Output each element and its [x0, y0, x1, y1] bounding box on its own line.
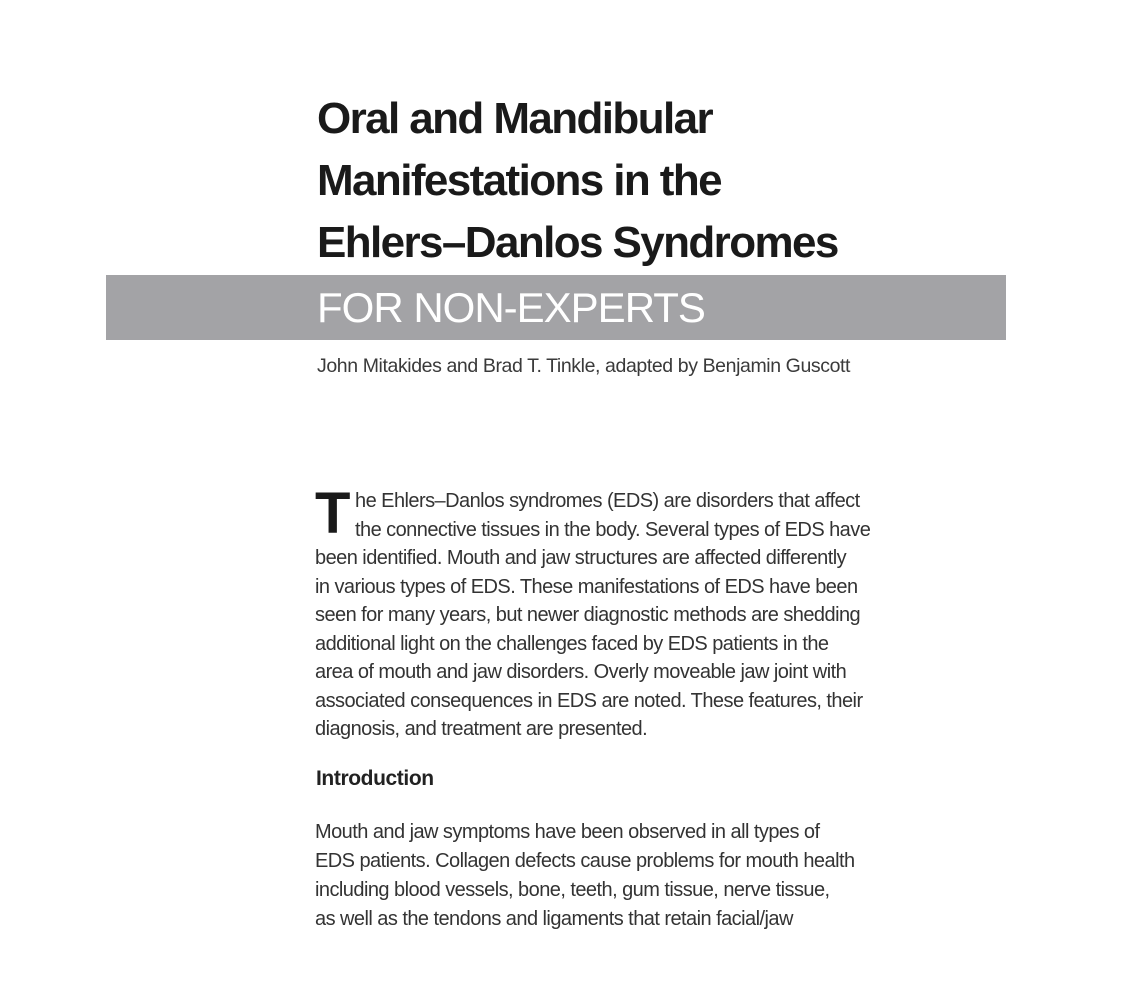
drop-cap: T — [315, 481, 350, 546]
abstract-line: he Ehlers–Danlos syndromes (EDS) are disorders that affect — [355, 490, 860, 512]
intro-line: Mouth and jaw symptoms have been observed in all types of — [315, 821, 820, 843]
introduction-heading: Introduction — [316, 767, 434, 790]
abstract-line: area of mouth and jaw disorders. Overly moveable jaw joint with — [315, 661, 847, 683]
title-line-3: Ehlers–Danlos Syndromes — [317, 218, 838, 267]
intro-line: as well as the tendons and ligaments that retain facial/jaw — [315, 908, 793, 930]
abstract-line: the connective tissues in the body. Several types of EDS have — [355, 518, 871, 541]
article-title — [317, 88, 957, 274]
abstract-line: seen for many years, but newer diagnostic methods are shedding — [315, 604, 861, 626]
abstract-paragraph — [315, 481, 1005, 744]
author-byline: John Mitakides and Brad T. Tinkle, adapted by Benjamin Guscott — [317, 355, 851, 377]
abstract-line: diagnosis, and treatment are presented. — [315, 718, 648, 740]
category-band — [106, 275, 1006, 340]
introduction-paragraph — [315, 818, 1005, 934]
intro-line: including blood vessels, bone, teeth, gum tissue, nerve tissue, — [315, 879, 830, 901]
intro-line: EDS patients. Collagen defects cause problems for mouth health — [315, 850, 855, 872]
abstract-line: additional light on the challenges faced by EDS patients in the — [315, 632, 829, 655]
category-label: FOR NON-EXPERTS — [317, 284, 705, 331]
abstract-line: been identified. Mouth and jaw structures are affected differently — [315, 547, 847, 569]
title-line-1: Oral and Mandibular — [317, 94, 712, 143]
title-line-2: Manifestations in the — [317, 156, 721, 205]
abstract-line: in various types of EDS. These manifestations of EDS have been — [315, 575, 858, 598]
abstract-line: associated consequences in EDS are noted. These features, their — [315, 689, 863, 712]
